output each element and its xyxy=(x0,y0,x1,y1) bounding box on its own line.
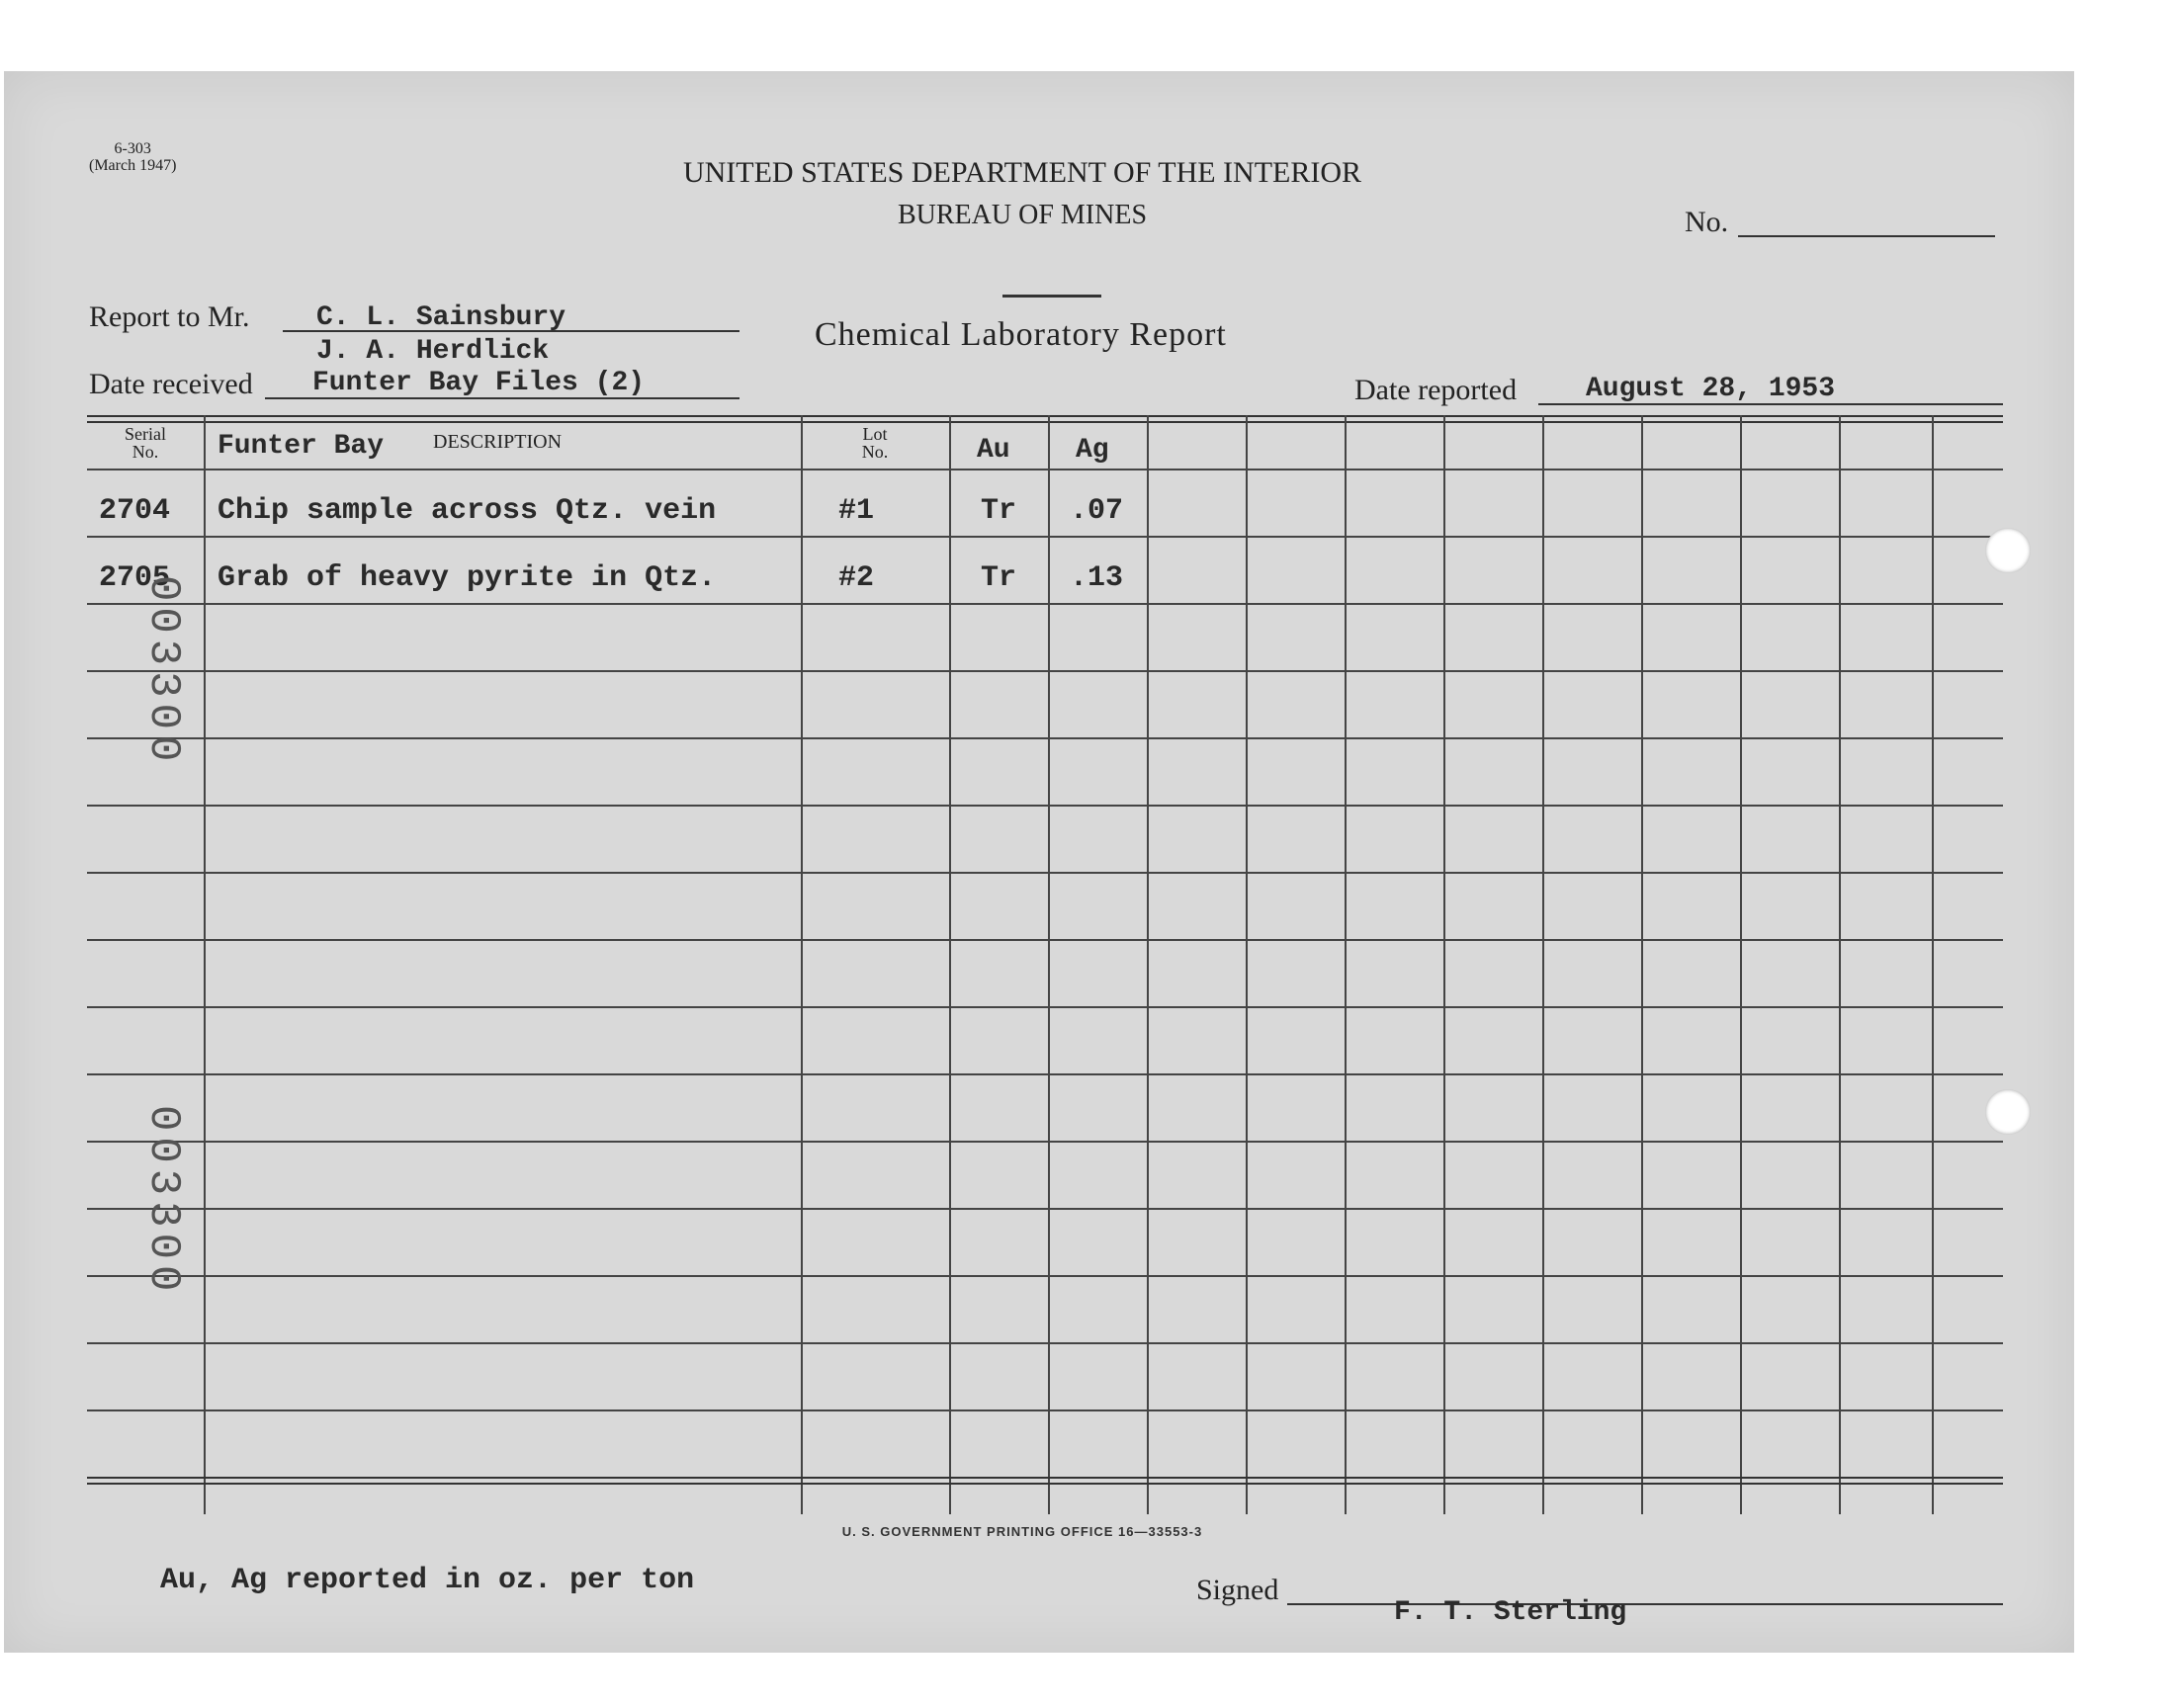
report-title: Chemical Laboratory Report xyxy=(815,316,1227,353)
agency-name: UNITED STATES DEPARTMENT OF THE INTERIOR xyxy=(682,156,1362,189)
serial-header-line2: No. xyxy=(131,442,159,462)
table-bottom-rule-inner xyxy=(87,1483,2003,1485)
row-2-serial: 2705 xyxy=(99,561,171,595)
col-divider-blank-7 xyxy=(1839,415,1841,1514)
date-reported-label: Date reported xyxy=(1354,374,1518,406)
col-divider-blank-5 xyxy=(1641,415,1643,1514)
table-top-rule-inner xyxy=(87,421,2003,423)
date-received-value: Funter Bay Files (2) xyxy=(312,368,646,398)
row-1-serial: 2704 xyxy=(99,494,171,528)
row-rule xyxy=(87,737,2003,739)
row-2-lot: #2 xyxy=(838,561,875,595)
row-rule xyxy=(87,1342,2003,1344)
col-divider-serial xyxy=(204,415,206,1514)
col-divider-blank-3 xyxy=(1443,415,1445,1514)
row-1-au: Tr xyxy=(981,494,1017,528)
col-divider-ag xyxy=(1147,415,1149,1514)
report-sheet xyxy=(4,71,2074,1653)
table-bottom-rule xyxy=(87,1477,2003,1479)
col-divider-blank-8 xyxy=(1932,415,1934,1514)
header-rule xyxy=(87,469,2003,470)
units-note: Au, Ag reported in oz. per ton xyxy=(160,1564,695,1597)
description-location: Funter Bay xyxy=(218,431,385,462)
results-table xyxy=(87,415,2003,1514)
row-rule xyxy=(87,939,2003,941)
row-rule xyxy=(87,1409,2003,1411)
row-rule xyxy=(87,670,2003,672)
row-2-description: Grab of heavy pyrite in Qtz. xyxy=(218,561,717,595)
row-rule xyxy=(87,1073,2003,1075)
no-label: No. xyxy=(1685,206,1729,238)
row-rule xyxy=(87,1275,2003,1277)
printing-office-line: U. S. GOVERNMENT PRINTING OFFICE 16—33553-3 xyxy=(841,1524,1203,1539)
row-rule xyxy=(87,1208,2003,1210)
report-to-name-2: J. A. Herdlick xyxy=(316,336,550,367)
form-code: 6-303 xyxy=(114,140,151,157)
file-stamp-bottom: 003300 xyxy=(138,1105,188,1298)
lot-header xyxy=(801,425,949,461)
row-rule xyxy=(87,536,2003,538)
serial-header xyxy=(87,425,204,461)
no-field-line xyxy=(1738,235,1995,237)
row-rule xyxy=(87,603,2003,605)
date-received-label: Date received xyxy=(89,368,253,400)
file-stamp-top: 003300 xyxy=(138,575,188,768)
form-code-block xyxy=(89,140,176,174)
report-to-label: Report to Mr. xyxy=(89,300,250,333)
report-to-name-1: C. L. Sainsbury xyxy=(316,302,566,333)
col-divider-au xyxy=(1048,415,1050,1514)
lot-header-line2: No. xyxy=(861,442,889,462)
signed-by: F. T. Sterling xyxy=(1394,1597,1627,1628)
lot-header-line1: Lot xyxy=(862,424,888,444)
table-top-rule xyxy=(87,415,2003,417)
col-divider-lot xyxy=(949,415,951,1514)
date-reported-value: August 28, 1953 xyxy=(1586,374,1836,404)
row-rule xyxy=(87,1006,2003,1008)
signed-label: Signed xyxy=(1196,1574,1279,1606)
row-1-ag: .07 xyxy=(1070,494,1124,528)
serial-header-line1: Serial xyxy=(125,424,166,444)
title-divider xyxy=(1002,295,1101,298)
row-2-ag: .13 xyxy=(1070,561,1124,595)
row-rule xyxy=(87,1141,2003,1143)
row-1-lot: #1 xyxy=(838,494,875,528)
form-edition: (March 1947) xyxy=(89,157,177,174)
ag-header-text: Ag xyxy=(1076,435,1109,466)
description-header: DESCRIPTION xyxy=(433,431,563,453)
row-1-description: Chip sample across Qtz. vein xyxy=(218,494,717,528)
row-rule xyxy=(87,872,2003,874)
col-divider-description xyxy=(801,415,803,1514)
punch-hole-bottom xyxy=(1985,1089,2031,1135)
col-divider-blank-6 xyxy=(1740,415,1742,1514)
col-divider-blank-2 xyxy=(1345,415,1347,1514)
row-2-au: Tr xyxy=(981,561,1017,595)
au-header: Au xyxy=(977,435,1010,466)
punch-hole-top xyxy=(1985,528,2031,573)
bureau-name: BUREAU OF MINES xyxy=(897,200,1148,230)
col-divider-blank-4 xyxy=(1542,415,1544,1514)
row-rule xyxy=(87,805,2003,807)
col-divider-blank-1 xyxy=(1246,415,1248,1514)
